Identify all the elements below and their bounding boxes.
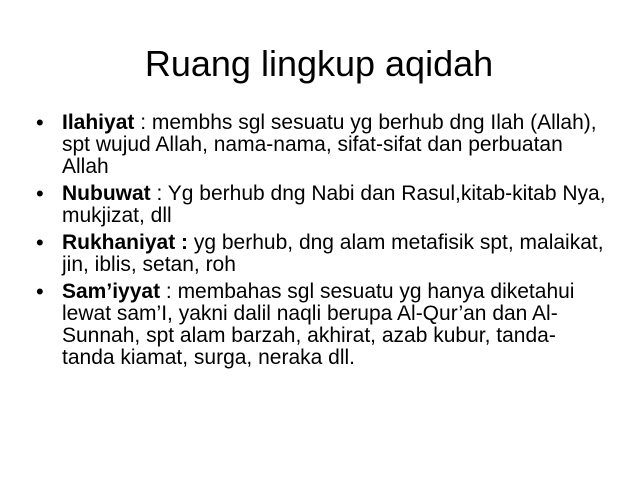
bullet-icon: • [36, 279, 44, 304]
bullet-icon: • [36, 181, 44, 206]
bullet-item-samiyyat [36, 281, 606, 369]
bullet-term: Sam’iyyat [62, 280, 161, 303]
bullet-item-ilahiyat [36, 112, 606, 178]
bullet-term: Ilahiyat [62, 111, 135, 134]
bullet-term: Rukhaniyat : [62, 231, 189, 254]
bullet-text: : membahas sgl sesuatu yg hanya diketahui lewat sam’I, yakni dalil naqli berupa Al-Qur’an dan Al-Sunnah, spt alam barzah, akhirat, azab kubur, tanda-tanda kiamat, surga, neraka dll. [62, 280, 575, 369]
bullet-text: yg berhub, dng alam metafisik spt, malaikat, jin, iblis, setan, roh [62, 231, 604, 276]
bullet-item-rukhaniyat [36, 232, 606, 276]
bullet-item-nubuwat [36, 183, 606, 227]
bullet-icon: • [36, 230, 44, 255]
bullet-list [36, 112, 606, 374]
slide-title: Ruang lingkup aqidah [144, 43, 494, 84]
bullet-text: : Yg berhub dng Nabi dan Rasul,kitab-kitab Nya, mukjizat, dll [62, 182, 606, 227]
bullet-term: Nubuwat [62, 182, 151, 205]
bullet-text: : membhs sgl sesuatu yg berhub dng Ilah (Allah), spt wujud Allah, nama-nama, sifat-sifat dan perbuatan Allah [62, 111, 597, 178]
bullet-icon: • [36, 110, 44, 135]
